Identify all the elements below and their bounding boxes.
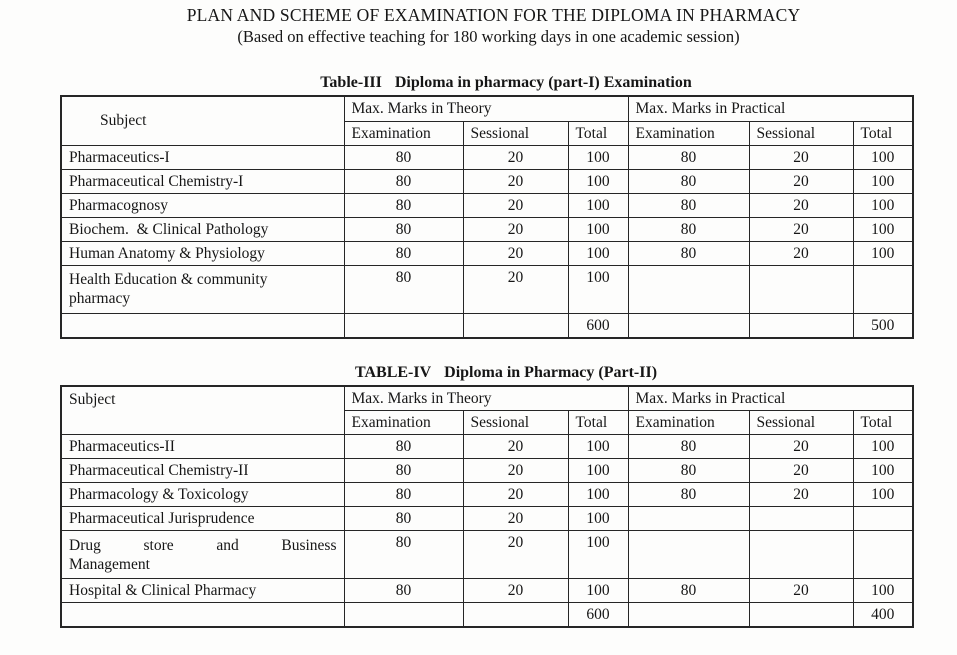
marks-cell [749, 531, 853, 579]
marks-cell: 80 [628, 241, 749, 265]
table-row [61, 459, 913, 483]
column-header-practical-group: Max. Marks in Practical [628, 386, 913, 411]
marks-cell: 80 [344, 193, 463, 217]
marks-cell: 20 [463, 217, 568, 241]
marks-cell: 100 [853, 435, 913, 459]
table-row [61, 531, 913, 579]
marks-cell: 80 [344, 531, 463, 579]
total-row [61, 313, 913, 338]
column-header-subject: Subject [61, 96, 344, 145]
table-row [61, 507, 913, 531]
total-cell [344, 313, 463, 338]
marks-cell: 80 [344, 435, 463, 459]
column-header-examination: Examination [628, 121, 749, 145]
marks-cell: 80 [628, 193, 749, 217]
subject-cell: Pharmaceutics-I [61, 145, 344, 169]
marks-cell: 20 [463, 193, 568, 217]
marks-cell: 20 [749, 217, 853, 241]
marks-cell: 100 [568, 217, 628, 241]
marks-cell: 20 [463, 531, 568, 579]
table-row [61, 483, 913, 507]
table3-caption-label: Table-III [320, 74, 382, 91]
marks-cell: 80 [628, 217, 749, 241]
total-cell [628, 603, 749, 628]
subject-line-2: pharmacy [69, 290, 131, 307]
marks-cell: 80 [344, 217, 463, 241]
column-header-sessional: Sessional [463, 121, 568, 145]
column-header-total: Total [853, 121, 913, 145]
marks-cell: 20 [463, 507, 568, 531]
marks-cell [853, 265, 913, 313]
subject-cell: Biochem. & Clinical Pathology [61, 217, 344, 241]
table4-section [60, 363, 912, 629]
subject-cell: Hospital & Clinical Pharmacy [61, 579, 344, 603]
marks-cell: 80 [344, 459, 463, 483]
column-header-sessional: Sessional [749, 121, 853, 145]
marks-cell [628, 265, 749, 313]
marks-cell: 20 [463, 435, 568, 459]
table-header-row [61, 386, 913, 411]
subject-cell [61, 531, 344, 579]
column-header-practical-group: Max. Marks in Practical [628, 96, 913, 121]
marks-cell: 20 [749, 193, 853, 217]
table-row [61, 435, 913, 459]
marks-cell: 80 [628, 459, 749, 483]
marks-cell: 100 [568, 145, 628, 169]
marks-cell: 20 [463, 145, 568, 169]
total-cell: 600 [568, 603, 628, 628]
marks-cell: 80 [344, 507, 463, 531]
table4-caption [60, 363, 912, 383]
marks-cell: 100 [853, 579, 913, 603]
marks-cell: 100 [853, 459, 913, 483]
marks-cell: 100 [853, 241, 913, 265]
marks-cell: 100 [568, 169, 628, 193]
marks-cell: 100 [568, 579, 628, 603]
marks-cell: 20 [749, 435, 853, 459]
table3 [60, 95, 914, 339]
marks-cell: 80 [344, 169, 463, 193]
subject-line-2: Management [69, 555, 150, 573]
column-header-theory-group: Max. Marks in Theory [344, 96, 628, 121]
marks-cell: 20 [463, 459, 568, 483]
marks-cell: 100 [568, 265, 628, 313]
subject-cell: Pharmacology & Toxicology [61, 483, 344, 507]
subject-line-1: Health Education & community [69, 271, 268, 288]
marks-cell: 100 [568, 435, 628, 459]
marks-cell: 100 [853, 145, 913, 169]
table-row [61, 579, 913, 603]
column-header-examination: Examination [344, 411, 463, 435]
marks-cell: 20 [749, 483, 853, 507]
marks-cell: 100 [568, 531, 628, 579]
marks-cell: 20 [463, 169, 568, 193]
column-header-sessional: Sessional [463, 411, 568, 435]
total-cell [463, 603, 568, 628]
marks-cell: 100 [568, 507, 628, 531]
marks-cell: 20 [749, 169, 853, 193]
subject-cell [61, 313, 344, 338]
column-header-sessional: Sessional [749, 411, 853, 435]
table-row [61, 217, 913, 241]
subject-cell: Human Anatomy & Physiology [61, 241, 344, 265]
table-header-row [61, 96, 913, 121]
marks-cell: 20 [749, 241, 853, 265]
table4 [60, 385, 914, 629]
page-title: PLAN AND SCHEME OF EXAMINATION FOR THE DIPLOMA IN PHARMACY [186, 5, 801, 25]
subject-cell: Pharmaceutical Chemistry-II [61, 459, 344, 483]
marks-cell: 80 [344, 483, 463, 507]
column-header-theory-group: Max. Marks in Theory [344, 386, 628, 411]
total-cell: 500 [853, 313, 913, 338]
subject-cell: Pharmaceutical Jurisprudence [61, 507, 344, 531]
marks-cell: 80 [628, 145, 749, 169]
marks-cell: 80 [344, 579, 463, 603]
marks-cell: 80 [344, 241, 463, 265]
total-cell: 600 [568, 313, 628, 338]
page-subtitle: (Based on effective teaching for 180 working days in one academic session) [237, 27, 740, 46]
table-row [61, 241, 913, 265]
column-header-total: Total [853, 411, 913, 435]
table3-section [60, 73, 912, 339]
marks-cell: 100 [853, 483, 913, 507]
marks-cell [853, 531, 913, 579]
marks-cell: 80 [344, 265, 463, 313]
marks-cell: 80 [344, 145, 463, 169]
total-row [61, 603, 913, 628]
column-header-subject: Subject [61, 386, 344, 435]
marks-cell [749, 507, 853, 531]
marks-cell [749, 265, 853, 313]
table4-caption-label: TABLE-IV [354, 363, 432, 381]
subject-cell: Pharmaceutical Chemistry-I [61, 169, 344, 193]
total-cell [749, 313, 853, 338]
marks-cell: 80 [628, 579, 749, 603]
marks-cell: 100 [853, 217, 913, 241]
column-header-examination: Examination [344, 121, 463, 145]
column-header-examination: Examination [628, 411, 749, 435]
subject-cell [61, 265, 344, 313]
table3-caption [60, 73, 912, 93]
marks-cell [853, 507, 913, 531]
marks-cell: 20 [463, 483, 568, 507]
subject-cell: Pharmaceutics-II [61, 435, 344, 459]
total-cell [628, 313, 749, 338]
marks-cell: 100 [568, 459, 628, 483]
column-header-total: Total [568, 411, 628, 435]
total-cell [463, 313, 568, 338]
table-row [61, 193, 913, 217]
marks-cell: 100 [853, 193, 913, 217]
marks-cell [628, 531, 749, 579]
marks-cell: 20 [463, 579, 568, 603]
subject-line-1: Drug store and Business [69, 536, 337, 554]
marks-cell: 20 [749, 459, 853, 483]
marks-cell: 100 [568, 241, 628, 265]
table-row [61, 145, 913, 169]
subject-cell: Pharmacognosy [61, 193, 344, 217]
table-row [61, 265, 913, 313]
total-cell: 400 [853, 603, 913, 628]
marks-cell: 100 [568, 483, 628, 507]
marks-cell [628, 507, 749, 531]
marks-cell: 100 [853, 169, 913, 193]
marks-cell: 80 [628, 483, 749, 507]
total-cell [344, 603, 463, 628]
subject-cell [61, 603, 344, 628]
table-row [61, 169, 913, 193]
table3-caption-text: Diploma in pharmacy (part-I) Examination [394, 74, 692, 91]
table4-caption-text: Diploma in Pharmacy (Part-II) [444, 363, 658, 381]
total-cell [749, 603, 853, 628]
marks-cell: 100 [568, 193, 628, 217]
marks-cell: 20 [463, 241, 568, 265]
marks-cell: 20 [749, 145, 853, 169]
marks-cell: 80 [628, 435, 749, 459]
marks-cell: 20 [463, 265, 568, 313]
marks-cell: 20 [749, 579, 853, 603]
marks-cell: 80 [628, 169, 749, 193]
column-header-total: Total [568, 121, 628, 145]
